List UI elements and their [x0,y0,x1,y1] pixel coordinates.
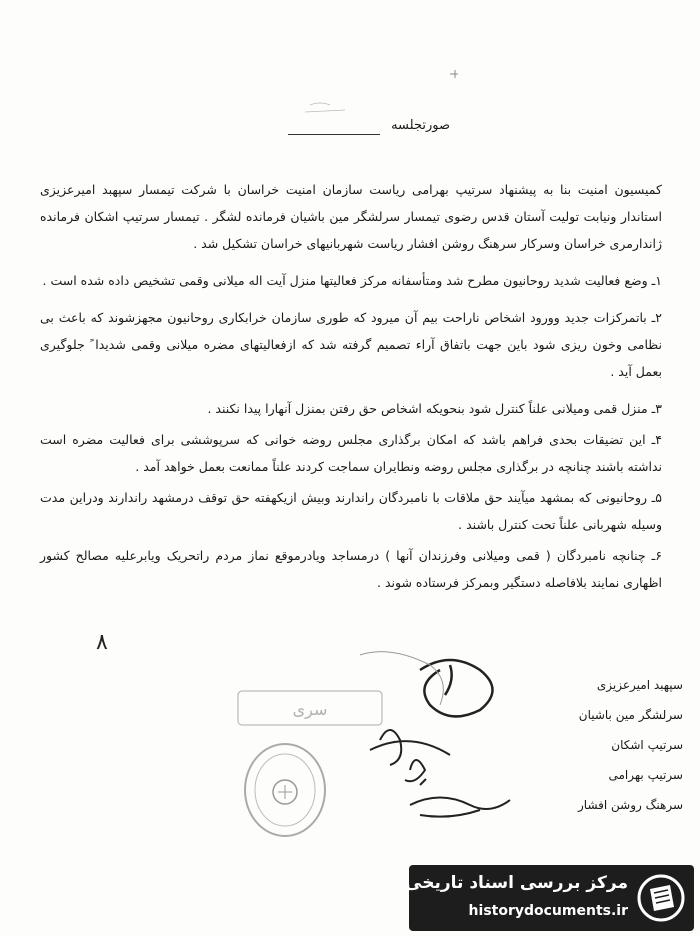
logo-title: مرکز بررسی اسناد تاریخی [405,873,628,893]
paragraph-4: ۴ـ این تضیقات بحدی فراهم باشد که امکان برگذاری مجلس روضه خوانی که سرپوششی برای فعالیت مضره است نداشته باشند چنانچه در برگذاری مجلس روضه ونطایران سماجت کردند علناً ممانعت بعمل خواهد آمد . [40,432,662,474]
archive-book-icon [636,873,686,923]
paragraph-2: ۲ـ باتمرکزات جدید وورود اشخاص ناراحت بیم آن میرود که طوری سازمان خرابکاری روحانیون مجهزشوند که باعث بی نظامی وخون ریزی شود باین جهت باتفاق آراء تصمیم گرفته شد که ازفعالیتهای مضره میلانی وقمی شدیدا ً جلوگیری بعمل آید . [40,310,662,379]
paragraph-1: ۱ـ وضع فعالیت شدید روحانیون مطرح شد ومتأسفانه مرکز فعالیتها منزل آیت اله میلانی وقمی تشخیص داده شده است . [42,273,662,288]
signatory-2: سرلشگر مین باشیان [578,708,683,722]
paragraph-intro: کمیسیون امنیت بنا به پیشنهاد سرتیپ بهرامی ریاست سازمان امنیت خراسان با شرکت تیمسار سپهبد امیرعزیزی استاندار ونیابت تولیت آستان قدس رضوی تیمسار سرلشگر مین باشیان فرمانده لشگر . تیمسار سرتیپ اشکان فرمانده ژاندارمری خراسان وسرکار سرهنگ روشن افشار ریاست شهربانیهای خراسان تشکیل شد . [40,182,662,251]
signatory-3: سرتیپ اشکان [611,738,683,752]
signatory-4: سرتیپ بهرامی [608,768,683,782]
logo-url: historydocuments.ir [468,903,628,919]
round-seal-icon [240,740,330,840]
signatories-list [538,670,683,820]
document-title: صورتجلسه [391,118,450,133]
svg-text:سری: سری [292,700,328,719]
header-scribble-icon [300,60,470,120]
signatory-1: سپهبد امیرعزیزی [596,678,683,692]
signatory-5: سرهنگ روشن افشار [578,798,683,812]
name-stamp-icon [235,688,385,728]
margin-number: ۸ [96,630,108,655]
title-underline [288,134,380,135]
document-body [40,176,662,600]
paragraph-3: ۳ـ منزل قمی ومیلانی علناً کنترل شود بنحویکه اشخاص حق رفتن بمنزل آنهارا پیدا نکنند . [207,401,662,416]
watermark-logo [405,865,694,931]
paragraph-6: ۶ـ چنانچه نامبردگان ( قمی ومیلانی وفرزندان آنها ) درمساجد ویادرموقع نماز مردم راتحریک ویابرعلیه مصالح کشور اظهاری نمایند بلافاصله دستگیر وبمرکز فرستاده شوند . [40,548,662,590]
paragraph-5: ۵ـ روحانیونی که بمشهد میآیند حق ملاقات با نامبردگان راندارند وبیش ازیکهفته حق توقف درمشهد راندارند ودراین مدت وسیله شهربانی علناً تحت کنترل باشند . [40,490,662,532]
